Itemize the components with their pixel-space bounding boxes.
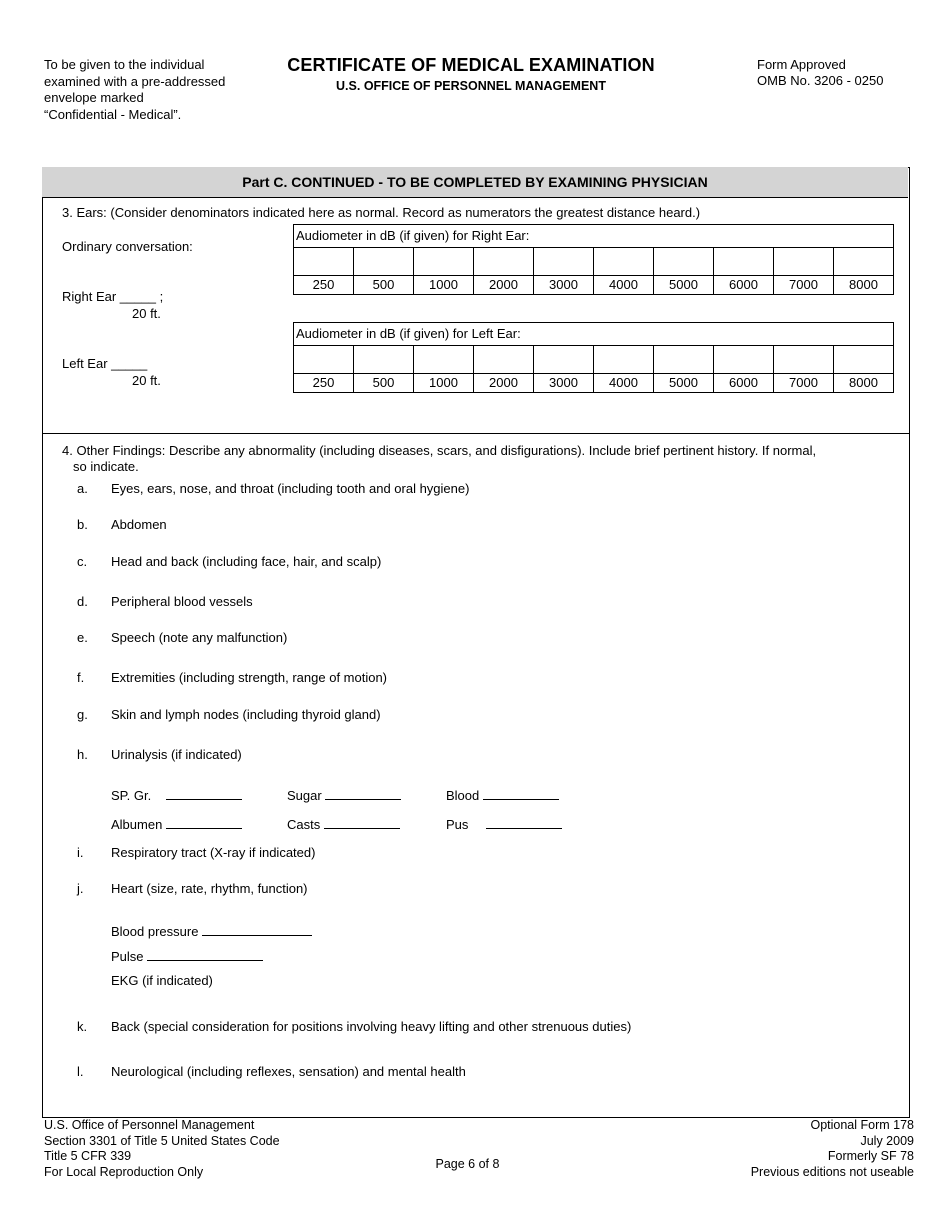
- frequency-label: 500: [353, 374, 413, 392]
- frequency-label: 6000: [713, 374, 773, 392]
- audiometer-left-cell[interactable]: [413, 346, 473, 374]
- item-letter: e.: [77, 630, 88, 645]
- finding-urinalysis: Urinalysis (if indicated): [111, 747, 242, 762]
- blood-pressure-field[interactable]: Blood pressure: [111, 924, 312, 939]
- casts-field[interactable]: Casts: [287, 817, 400, 832]
- finding-abdomen: Abdomen: [111, 517, 167, 532]
- finding-respiratory: Respiratory tract (X-ray if indicated): [111, 845, 316, 860]
- left-ear-field[interactable]: Left Ear _____: [62, 356, 148, 371]
- audiometer-left-cell[interactable]: [353, 346, 413, 374]
- audiometer-left-frequencies: [294, 374, 893, 392]
- sp-gr-field[interactable]: SP. Gr.: [111, 788, 242, 803]
- ordinary-conversation-label: Ordinary conversation:: [62, 239, 193, 254]
- frequency-label: 6000: [713, 276, 773, 294]
- ekg-label: EKG (if indicated): [111, 973, 213, 988]
- audiometer-left-cell[interactable]: [713, 346, 773, 374]
- audiometer-left-cell[interactable]: [653, 346, 713, 374]
- audiometer-right-cell[interactable]: [713, 248, 773, 276]
- frequency-label: 5000: [653, 276, 713, 294]
- audiometer-right-cell[interactable]: [473, 248, 533, 276]
- finding-skin-lymph: Skin and lymph nodes (including thyroid gland): [111, 707, 381, 722]
- audiometer-left-cell[interactable]: [833, 346, 893, 374]
- frequency-label: 1000: [413, 276, 473, 294]
- findings-heading-cont: so indicate.: [73, 459, 139, 474]
- page-number: Page 6 of 8: [435, 1157, 500, 1171]
- item-letter: l.: [77, 1064, 84, 1079]
- frequency-label: 8000: [833, 374, 893, 392]
- audiometer-right-cell[interactable]: [833, 248, 893, 276]
- part-heading: Part C. CONTINUED - TO BE COMPLETED BY EXAMINING PHYSICIAN: [42, 167, 908, 198]
- audiometer-right-frequencies: [294, 276, 893, 294]
- omb-approval: Form Approved OMB No. 3206 - 0250: [757, 57, 884, 88]
- frequency-label: 250: [312, 277, 335, 292]
- audiometer-left-caption: Audiometer in dB (if given) for Left Ear:: [294, 323, 893, 346]
- finding-back: Back (special consideration for positions involving heavy lifting and other strenuous duties): [111, 1019, 632, 1034]
- finding-heart: Heart (size, rate, rhythm, function): [111, 881, 308, 896]
- item-letter: c.: [77, 554, 88, 569]
- item-letter: i.: [77, 845, 84, 860]
- blood-field[interactable]: Blood: [446, 788, 559, 803]
- audiometer-left-cell[interactable]: [533, 346, 593, 374]
- frequency-label: 5000: [653, 374, 713, 392]
- item-letter: g.: [77, 707, 88, 722]
- audiometer-left-inputs: [294, 346, 893, 374]
- frequency-label: 2000: [473, 276, 533, 294]
- footer-authority: U.S. Office of Personnel Management Section 3301 of Title 5 United States Code Title 5 CFR 339 For Local Reproduction Only: [44, 1118, 280, 1180]
- finding-speech: Speech (note any malfunction): [111, 630, 288, 645]
- audiometer-right-table: [293, 224, 894, 295]
- left-ear-denominator: 20 ft.: [132, 373, 161, 388]
- audiometer-left-cell[interactable]: [473, 346, 533, 374]
- audiometer-right-cell[interactable]: [593, 248, 653, 276]
- finding-neurological: Neurological (including reflexes, sensation) and mental health: [111, 1064, 466, 1079]
- audiometer-right-inputs: [294, 248, 893, 276]
- audiometer-left-cell[interactable]: [294, 346, 353, 374]
- pus-field[interactable]: Pus: [446, 817, 562, 832]
- form-title-block: [270, 55, 672, 93]
- footer-form-info: Optional Form 178 July 2009 Formerly SF 78 Previous editions not useable: [750, 1118, 914, 1180]
- audiometer-left-cell[interactable]: [773, 346, 833, 374]
- right-ear-denominator: 20 ft.: [132, 306, 161, 321]
- frequency-label: 7000: [773, 276, 833, 294]
- finding-eent: Eyes, ears, nose, and throat (including tooth and oral hygiene): [111, 481, 470, 496]
- finding-extremities: Extremities (including strength, range of motion): [111, 670, 388, 685]
- frequency-label: 2000: [473, 374, 533, 392]
- audiometer-left-table: [293, 322, 894, 393]
- frequency-label: 500: [353, 276, 413, 294]
- frequency-label: 3000: [533, 374, 593, 392]
- audiometer-right-cell[interactable]: [533, 248, 593, 276]
- audiometer-right-cell[interactable]: [294, 248, 353, 276]
- item-letter: d.: [77, 594, 88, 609]
- ears-heading: 3. Ears: (Consider denominators indicated here as normal. Record as numerators the greatest distance heard.): [62, 205, 701, 220]
- audiometer-right-cell[interactable]: [413, 248, 473, 276]
- albumen-field[interactable]: Albumen: [111, 817, 242, 832]
- form-title: CERTIFICATE OF MEDICAL EXAMINATION: [287, 55, 655, 75]
- frequency-label: 1000: [413, 374, 473, 392]
- audiometer-right-caption: Audiometer in dB (if given) for Right Ear:: [294, 225, 893, 248]
- right-ear-field[interactable]: Right Ear _____ ;: [62, 289, 164, 304]
- item-letter: k.: [77, 1019, 88, 1034]
- item-letter: b.: [77, 517, 88, 532]
- finding-blood-vessels: Peripheral blood vessels: [111, 594, 253, 609]
- item-letter: j.: [77, 881, 84, 896]
- audiometer-right-cell[interactable]: [353, 248, 413, 276]
- frequency-label: 4000: [593, 374, 653, 392]
- pulse-field[interactable]: Pulse: [111, 949, 263, 964]
- frequency-label: 3000: [533, 276, 593, 294]
- frequency-label: 7000: [773, 374, 833, 392]
- frequency-label: 250: [312, 375, 335, 390]
- section-divider: [42, 433, 910, 434]
- frequency-label: 8000: [833, 276, 893, 294]
- finding-head-back: Head and back (including face, hair, and scalp): [111, 554, 382, 569]
- audiometer-left-cell[interactable]: [593, 346, 653, 374]
- item-letter: a.: [77, 481, 88, 496]
- findings-heading: 4. Other Findings: Describe any abnormality (including diseases, scars, and disfigurations). Include brief pertinent history. If normal,: [62, 443, 817, 458]
- item-letter: h.: [77, 747, 88, 762]
- form-subtitle: U.S. OFFICE OF PERSONNEL MANAGEMENT: [336, 79, 606, 93]
- item-letter: f.: [77, 670, 85, 685]
- audiometer-right-cell[interactable]: [773, 248, 833, 276]
- sugar-field[interactable]: Sugar: [287, 788, 401, 803]
- frequency-label: 4000: [593, 276, 653, 294]
- distribution-note: To be given to the individual examined with a pre-addressed envelope marked “Confidential - Medical”.: [44, 57, 226, 122]
- audiometer-right-cell[interactable]: [653, 248, 713, 276]
